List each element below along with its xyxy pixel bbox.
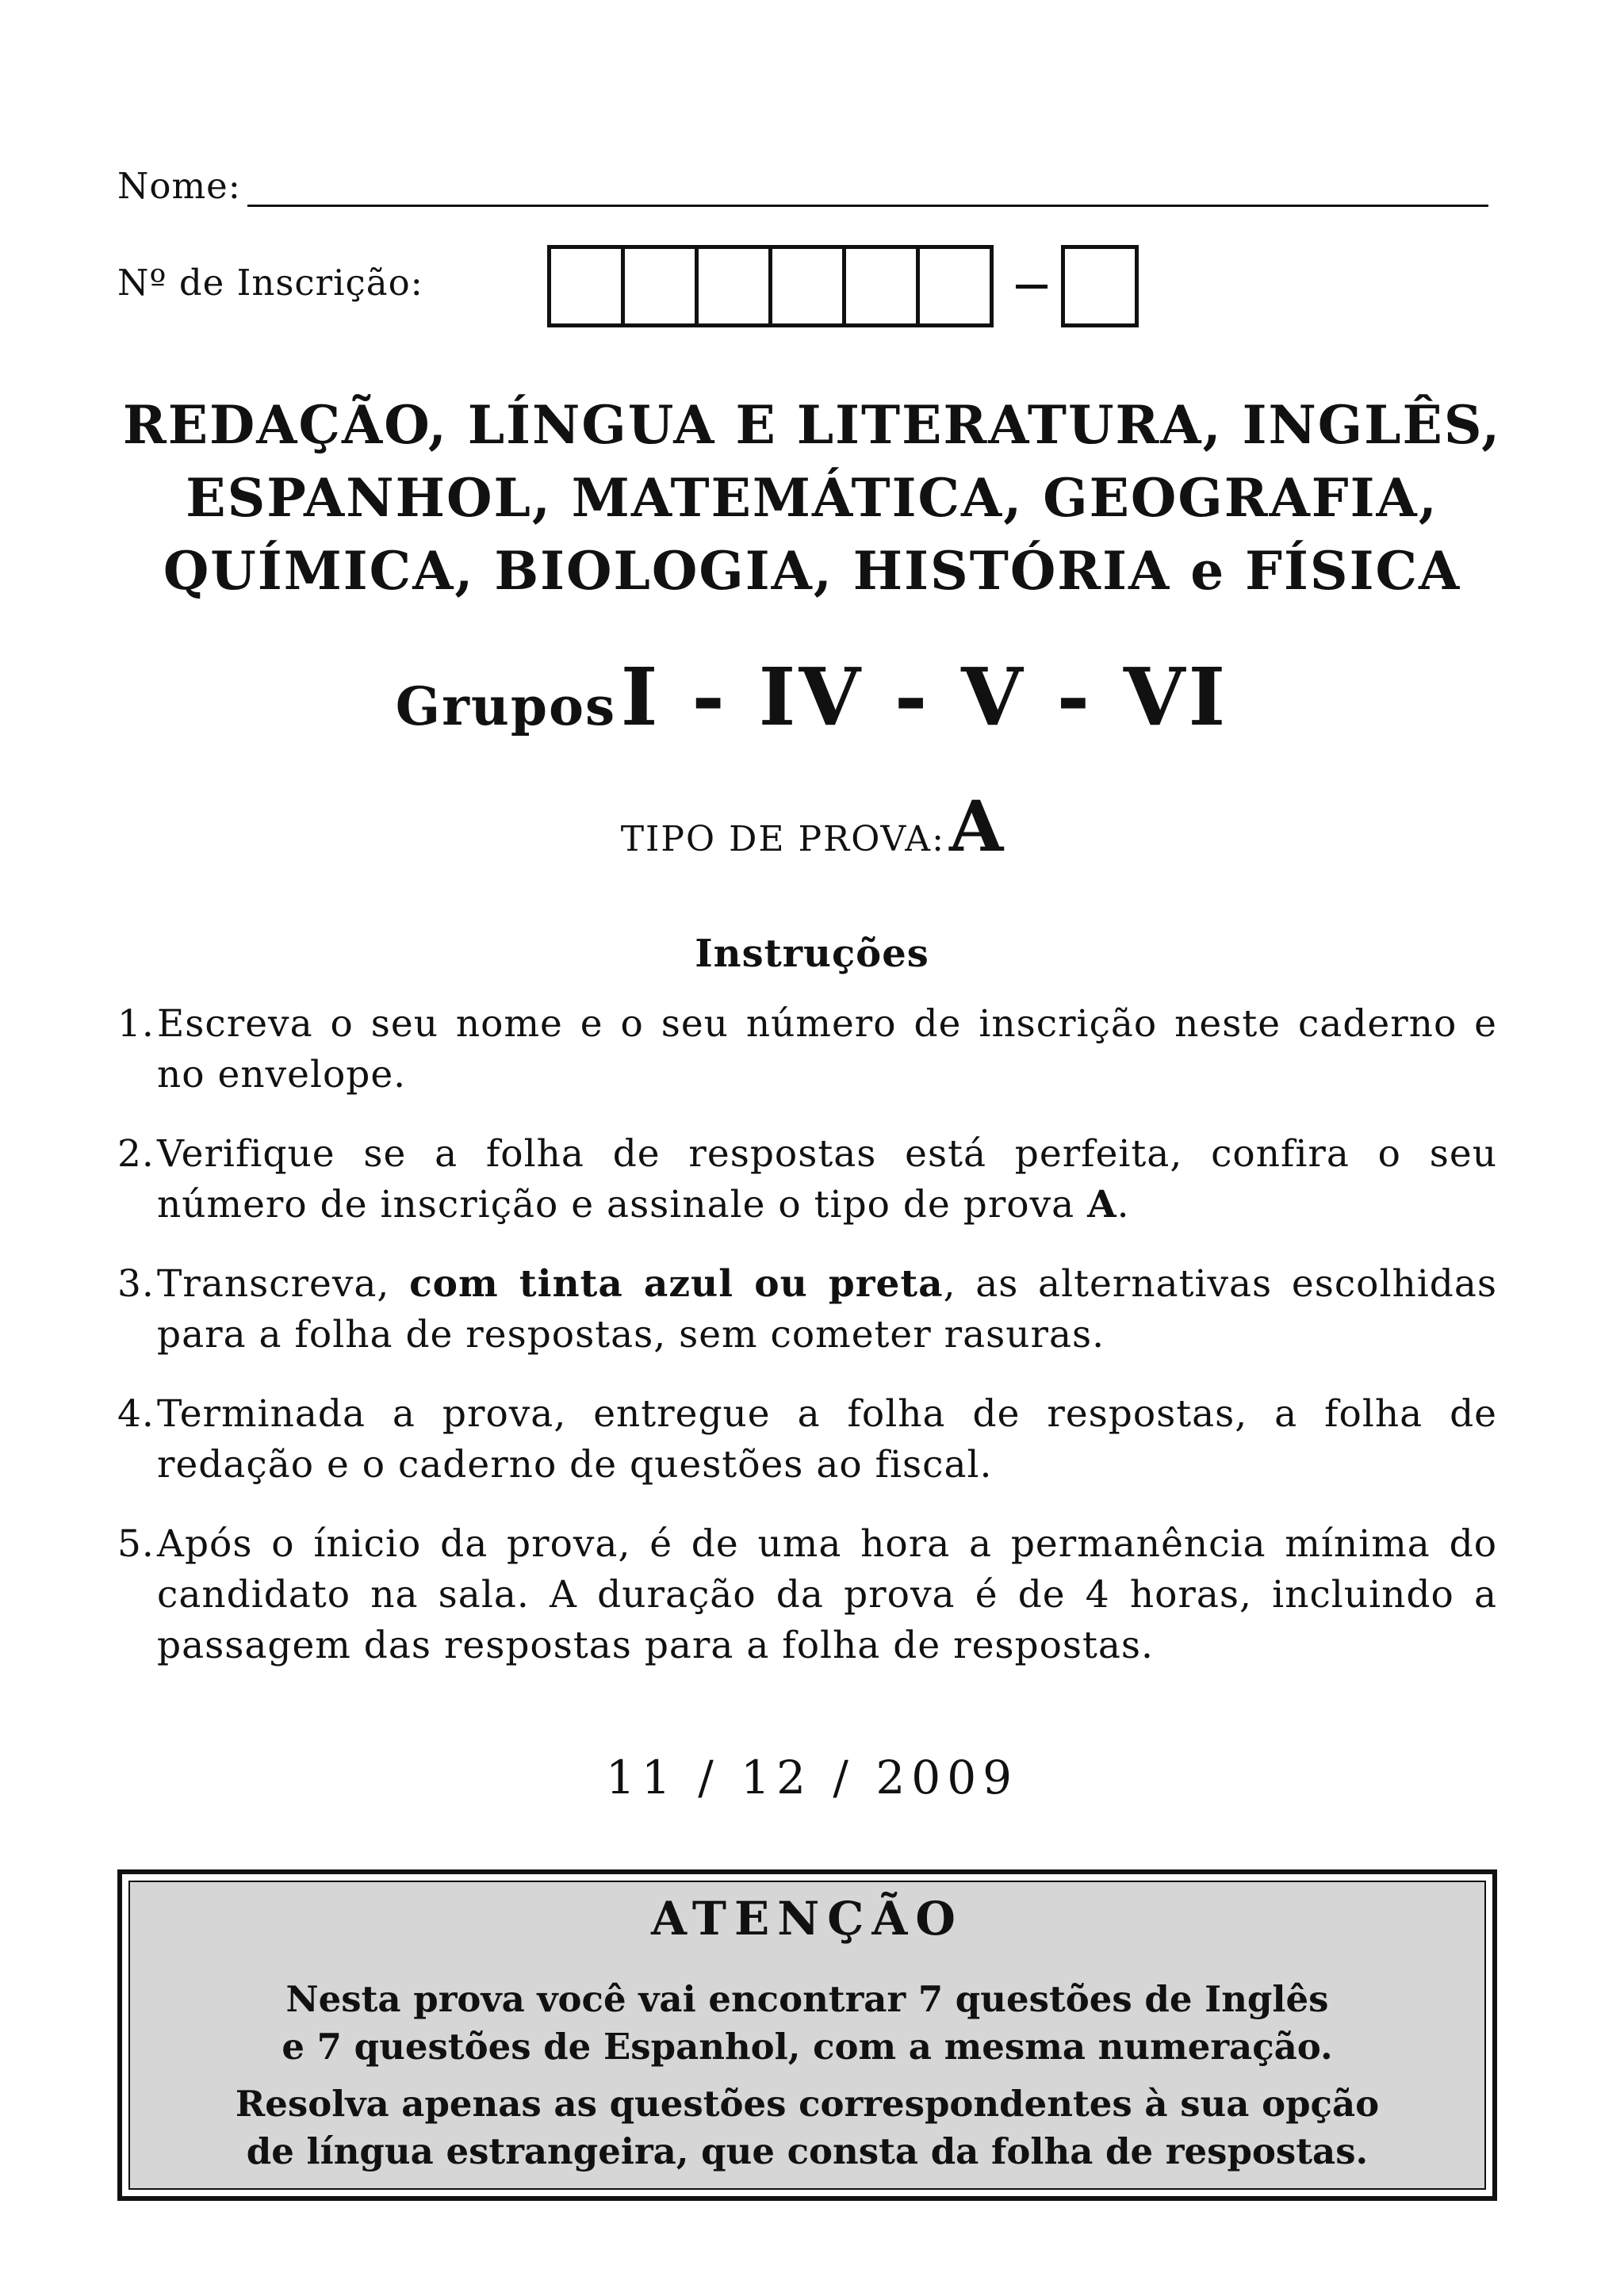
attention-line: Resolva apenas as questões correspondentes à sua opção: [235, 2083, 1380, 2125]
inscricao-digit-box[interactable]: [547, 245, 625, 327]
attention-box: [117, 1869, 1497, 2201]
grupos-word: Grupos: [395, 675, 617, 737]
tipo-de-prova-label: TIPO DE PROVA:: [620, 819, 945, 859]
instruction-text-part: .: [1116, 1183, 1130, 1226]
inscricao-digit-box[interactable]: [695, 245, 772, 327]
instruction-text-part: Transcreva,: [157, 1262, 410, 1306]
attention-line: e 7 questões de Espanhol, com a mesma numeração.: [282, 2026, 1333, 2068]
instruction-text-part: , as alternativas escolhidas para a folha de respostas, sem cometer rasuras.: [157, 1262, 1497, 1357]
title-line: QUÍMICA, BIOLOGIA, HISTÓRIA e FÍSICA: [163, 540, 1461, 602]
inscricao-digit-box[interactable]: [768, 245, 846, 327]
attention-line: de língua estrangeira, que consta da folha de respostas.: [246, 2130, 1369, 2172]
inscricao-digit-box[interactable]: [842, 245, 920, 327]
instruction-item: [117, 999, 1497, 1100]
instruction-item: [117, 1389, 1497, 1490]
instruction-text: [157, 1259, 1497, 1360]
attention-text: [130, 1976, 1484, 2185]
instruction-item: [117, 1519, 1497, 1671]
instruction-number: 1.: [117, 1002, 155, 1046]
title-line: ESPANHOL, MATEMÁTICA, GEOGRAFIA,: [186, 467, 1438, 529]
instructions-list: [117, 999, 1497, 1700]
nome-label: Nome:: [117, 165, 241, 207]
inscricao-digit-box[interactable]: [916, 245, 994, 327]
instruction-number: 4.: [117, 1392, 155, 1436]
attention-title: ATENÇÃO: [651, 1892, 963, 1946]
instruction-number: 3.: [117, 1262, 155, 1306]
instruction-number: 5.: [117, 1522, 155, 1566]
grupos-heading: [0, 650, 1624, 744]
inscricao-dash: [1016, 285, 1048, 289]
grupos-numbers: I - IV - V - VI: [620, 650, 1229, 744]
inscricao-digit-box[interactable]: [621, 245, 699, 327]
instruction-text-part: Verifique se a folha de respostas está perfeita, confira o seu número de inscrição e assinale o tipo de prova: [157, 1132, 1497, 1226]
instruction-bold-text: com tinta azul ou preta: [409, 1262, 944, 1306]
attention-paragraph: [130, 1976, 1484, 2071]
instruction-bold-text: A: [1087, 1183, 1117, 1226]
attention-paragraph: [130, 2080, 1484, 2175]
instruction-item: [117, 1129, 1497, 1230]
instruction-text: Após o ínicio da prova, é de uma hora a permanência mínima do candidato na sala. A duração da prova é de 4 horas, incluindo a passagem das respostas para a folha de respostas.: [157, 1522, 1497, 1667]
attention-line: Nesta prova você vai encontrar 7 questões de Inglês: [285, 1978, 1329, 2020]
instruction-text: Escreva o seu nome e o seu número de inscrição neste caderno e no envelope.: [157, 1002, 1497, 1096]
instruction-item: [117, 1259, 1497, 1360]
instruction-text: [157, 1129, 1497, 1230]
attention-box-inner: [128, 1881, 1486, 2190]
tipo-de-prova-letter: A: [949, 785, 1004, 867]
nome-field-line[interactable]: [247, 205, 1488, 207]
inscricao-label: Nº de Inscrição:: [117, 262, 423, 304]
inscricao-boxes: [547, 243, 1139, 330]
instruction-text: Terminada a prova, entregue a folha de respostas, a folha de redação e o caderno de questões ao fiscal.: [157, 1392, 1497, 1487]
exam-subjects-title: [0, 388, 1624, 607]
tipo-de-prova: [0, 785, 1624, 867]
exam-date: 11 / 12 / 2009: [605, 1751, 1019, 1804]
instructions-title: Instruções: [695, 932, 929, 976]
title-line: REDAÇÃO, LÍNGUA E LITERATURA, INGLÊS,: [122, 394, 1502, 456]
inscricao-check-digit-box[interactable]: [1061, 245, 1139, 327]
instruction-number: 2.: [117, 1132, 155, 1176]
